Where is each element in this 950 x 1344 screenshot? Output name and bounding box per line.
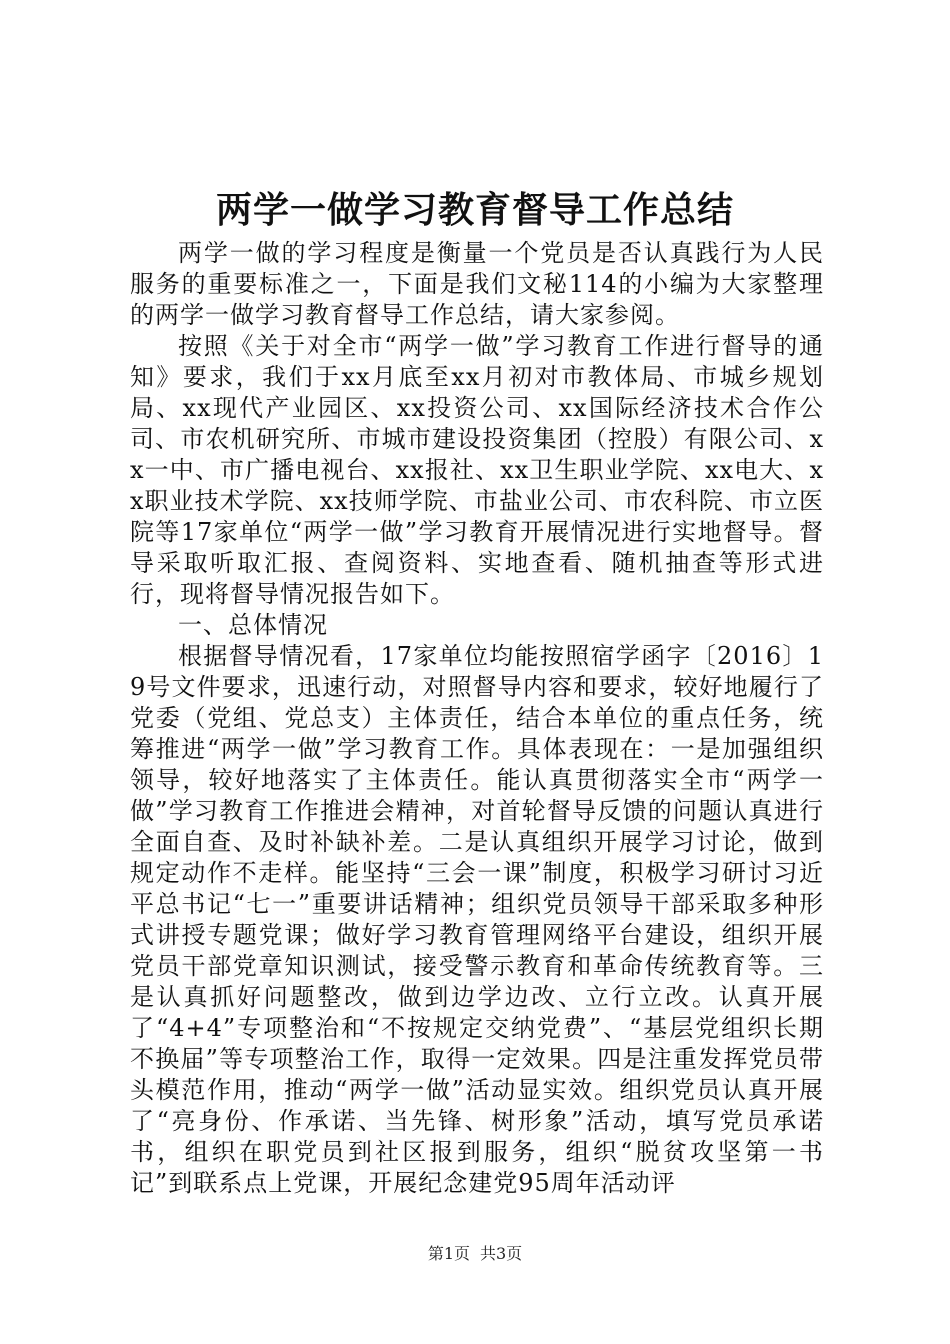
notice-paragraph: 按照《关于对全市“两学一做”学习教育工作进行督导的通知》要求，我们于xx月底至xx月初对市教体局、市城乡规划局、xx现代产业园区、xx投资公司、xx国际经济技术合作公司、市农机研究所、市城市建设投资集团（控股）有限公司、xx一中、市广播电视台、xx报社、xx卫生职业学院、xx电大、xx职业技术学院、xx技师学院、市盐业公司、市农科院、市立医院等17家单位“两学一做”学习教育开展情况进行实地督导。督导采取听取汇报、查阅资料、实地查看、随机抽查等形式进行，现将督导情况报告如下。 bbox=[130, 332, 824, 608]
intro-paragraph: 两学一做的学习程度是衡量一个党员是否认真践行为人民服务的重要标准之一，下面是我们文秘114的小编为大家整理的两学一做学习教育督导工作总结，请大家参阅。 bbox=[130, 239, 824, 329]
document-body bbox=[130, 238, 824, 1199]
section-heading: 一、总体情况 bbox=[178, 611, 328, 639]
document-title: 两学一做学习教育督导工作总结 bbox=[215, 189, 734, 231]
page-total: 共3页 bbox=[480, 1244, 523, 1263]
page-footer bbox=[0, 1243, 950, 1265]
page-number: 第1页 bbox=[427, 1244, 470, 1263]
overview-paragraph: 根据督导情况看，17家单位均能按照宿学函字〔2016〕19号文件要求，迅速行动，对照督导内容和要求，较好地履行了党委（党组、党总支）主体责任，结合本单位的重点任务，统筹推进“两学一做”学习教育工作。具体表现在：一是加强组织领导，较好地落实了主体责任。能认真贯彻落实全市“两学一做”学习教育工作推进会精神，对首轮督导反馈的问题认真进行全面自查、及时补缺补差。二是认真组织开展学习讨论，做到规定动作不走样。能坚持“三会一课”制度，积极学习研讨习近平总书记“七一”重要讲话精神；组织党员领导干部采取多种形式讲授专题党课；做好学习教育管理网络平台建设，组织开展党员干部党章知识测试，接受警示教育和革命传统教育等。三是认真抓好问题整改，做到边学边改、立行立改。认真开展了“4+4”专项整治和“不按规定交纳党费”、“基层党组织长期不换届”等专项整治工作，取得一定效果。四是注重发挥党员带头模范作用，推动“两学一做”活动显实效。组织党员认真开展了“亮身份、作承诺、当先锋、树形象”活动，填写党员承诺书，组织在职党员到社区报到服务，组织“脱贫攻坚第一书记”到联系点上党课，开展纪念建党95周年活动评 bbox=[130, 642, 824, 1197]
